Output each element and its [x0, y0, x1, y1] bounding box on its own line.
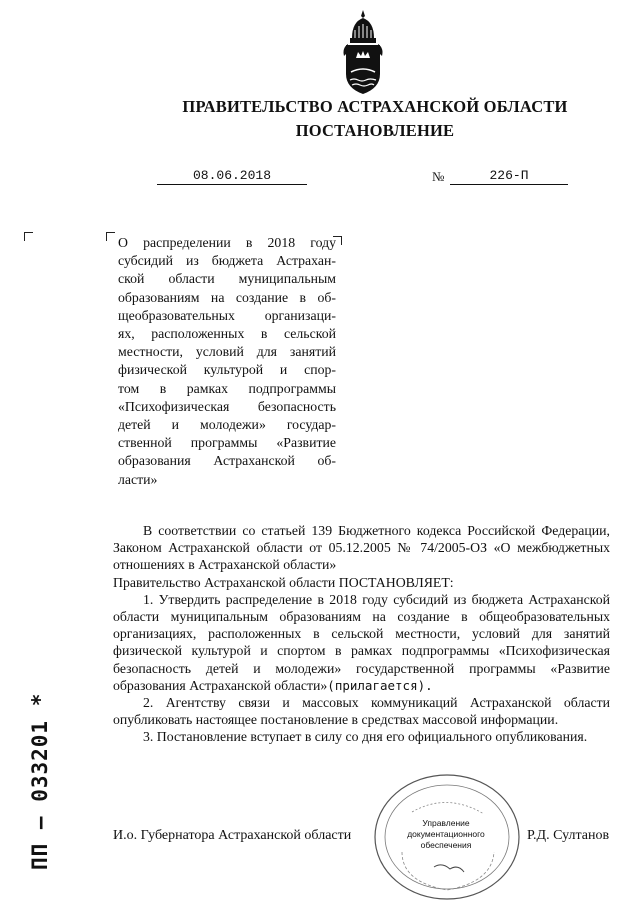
signatory-name: Р.Д. Султанов: [527, 828, 610, 843]
document-date: 08.06.2018: [157, 168, 307, 185]
stamp-line: Управление: [422, 818, 470, 828]
corner-mark: [24, 232, 33, 241]
subject-line: ской области муниципальным: [118, 271, 336, 287]
subject-line: образованиям на создание в об-: [118, 289, 336, 305]
stamp-line: обеспечения: [420, 840, 472, 850]
subject-line: «Психофизическая безопасность: [118, 398, 336, 414]
stamp-line: документационного: [407, 829, 485, 839]
number-sign: №: [432, 169, 445, 184]
document-type-title: ПОСТАНОВЛЕНИЕ: [295, 121, 455, 140]
form-serial-text: ПП – 033201 *: [28, 692, 52, 870]
form-serial-mark: [18, 690, 58, 870]
subject-line: ласти»: [118, 471, 158, 487]
document-body: [113, 522, 610, 746]
subject-line: местности, условий для занятий: [118, 344, 336, 360]
subject-line: О распределении в 2018 году: [118, 235, 336, 250]
subject-line: детей и молодежи» государ-: [118, 417, 336, 433]
document-subject: [118, 234, 336, 489]
coat-of-arms-emblem: [338, 8, 388, 96]
handwritten-annotation: (прилагается).: [327, 677, 433, 693]
subject-line: образования Астраханской об-: [118, 453, 336, 469]
corner-mark: [106, 232, 115, 241]
subject-line: том в рамках подпрограммы: [118, 380, 336, 396]
subject-line: физической культурой и спор-: [118, 362, 336, 378]
organization-title: ПРАВИТЕЛЬСТВО АСТРАХАНСКОЙ ОБЛАСТИ: [182, 97, 568, 116]
item-2-paragraph: 2. Агентству связи и массовых коммуникаций Астраханской области опубликовать настоящее постановление в средствах массовой информации.: [113, 695, 610, 728]
resolve-paragraph: Правительство Астраханской области ПОСТАНОВЛЯЕТ:: [113, 574, 454, 590]
subject-line: ственной программы «Развитие: [118, 435, 336, 451]
item-3-paragraph: 3. Постановление вступает в силу со дня его официального опубликования.: [143, 729, 588, 745]
subject-line: субсидий из бюджета Астрахан-: [118, 253, 336, 269]
stamp-text: [386, 818, 506, 851]
signatory-position: И.о. Губернатора Астраханской области: [113, 828, 352, 843]
subject-line: ях, расположенных в сельской: [118, 326, 336, 342]
subject-line: щеобразовательных организаци-: [118, 307, 336, 323]
preamble-paragraph: В соответствии со статьей 139 Бюджетного кодекса Российской Федерации, Законом Астраханской области от 05.12.2005 № 74/2005-ОЗ «О межбюджетных отношениях в Астраханской области»: [113, 523, 610, 573]
document-number: 226-П: [450, 168, 568, 185]
item-1-paragraph: [113, 591, 610, 694]
item-1-text: 1. Утвердить распределение в 2018 году субсидий из бюджета Астраханской области муниципальным образованиям на создание в общеобразовательных организациях, расположенных в сельской местности, условий для занятий физической культурой и спортом в рамках подпрограммы «Психофизическая безопасность детей и молодежи» государственной программы «Развитие образования Астраханской области»: [113, 591, 610, 693]
